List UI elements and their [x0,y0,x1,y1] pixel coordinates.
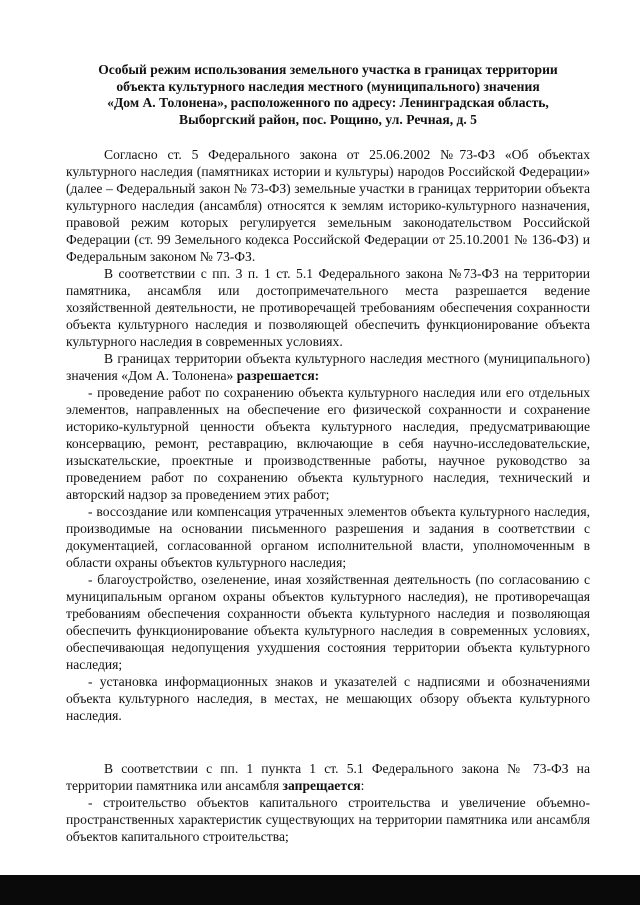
document-title [66,62,590,128]
document-page [66,62,590,845]
forbidden-intro-text: В соответствии с пп. 1 пункта 1 ст. 5.1 Федерального закона № 73-ФЗ на территории памятника или ансамбля [66,761,590,793]
list-item-allowed: - установка информационных знаков и указателей с надписями и обозначениями объекта культурного наследия, в местах, не мешающих обзору объекта культурного наследия. [66,674,590,723]
allowed-heading: разрешается: [236,368,320,383]
scan-bottom-edge [0,875,640,905]
title-line: «Дом А. Толонена», расположенного по адресу: Ленинградская область, [107,95,549,110]
spacer [66,724,590,760]
list-item-forbidden: - строительство объектов капитального строительства и увеличение объемно-пространственных характеристик существующих на территории памятника или ансамбля объектов капитального строительства; [66,795,590,844]
allowed-intro-text: В границах территории объекта культурного наследия местного (муниципального) значения «Дом А. Толонена» [66,351,590,383]
title-line: объекта культурного наследия местного (муниципального) значения [116,78,540,94]
paragraph-allowed-intro [66,350,590,384]
title-line: Выборгский район, пос. Рощино, ул. Речная, д. 5 [179,111,477,127]
forbidden-heading: запрещается [282,778,361,793]
paragraph-forbidden-intro [66,760,590,794]
list-item-allowed: - воссоздание или компенсация утраченных элементов объекта культурного наследия, производимые на основании письменного разрешения и задания в соответствии с документацией, согласованной органом исполнительной власти, уполномоченным в области охраны объектов культурного наследия; [66,504,590,570]
list-item-allowed: - проведение работ по сохранению объекта культурного наследия или его отдельных элементов, направленных на обеспечение его физической сохранности и сохранение историко-культурной ценности объекта культурного наследия, предусматривающие консервацию, ремонт, реставрацию, включающие в себя научно-исследовательские, изыскательские, проектные и производственные работы, научное руководство за проведением работ по сохранению объекта культурного наследия, технический и авторский надзор за проведением этих работ; [66,385,590,502]
paragraph-economic-activity: В соответствии с пп. 3 п. 1 ст. 5.1 Федерального закона №73-ФЗ на территории памятника, ансамбля или достопримечательного места разрешается ведение хозяйственной деятельности, не противоречащей требованиям обеспечения сохранности объекта культурного наследия и позволяющей обеспечить функционирование объекта культурного наследия в современных условиях. [66,266,590,349]
list-item-allowed: - благоустройство, озеленение, иная хозяйственная деятельность (по согласованию с муниципальным органом охраны объектов культурного наследия), не противоречащая требованиям обеспечения сохранности объекта культурного наследия и позволяющая обеспечить функционирование объекта культурного наследия в современных условиях, обеспечивающая недопущения ухудшения состояния территории объекта культурного наследия; [66,572,590,672]
paragraph-legal-basis: Согласно ст. 5 Федерального закона от 25.06.2002 №73-ФЗ «Об объектах культурного наследия (памятниках истории и культуры) народов Российской Федерации» (далее – Федеральный закон № 73-ФЗ) земельные участки в границах территории объекта культурного наследия (ансамбля) относятся к землям историко-культурного назначения, правовой режим которых регулируется земельным законодательством Российской Федерации (ст. 99 Земельного кодекса Российской Федерации от 25.10.2001 № 136-ФЗ) и Федеральным законом № 73-ФЗ. [66,147,590,264]
forbidden-colon: : [360,778,365,793]
title-line: Особый режим использования земельного участка в границах территории [98,62,558,77]
